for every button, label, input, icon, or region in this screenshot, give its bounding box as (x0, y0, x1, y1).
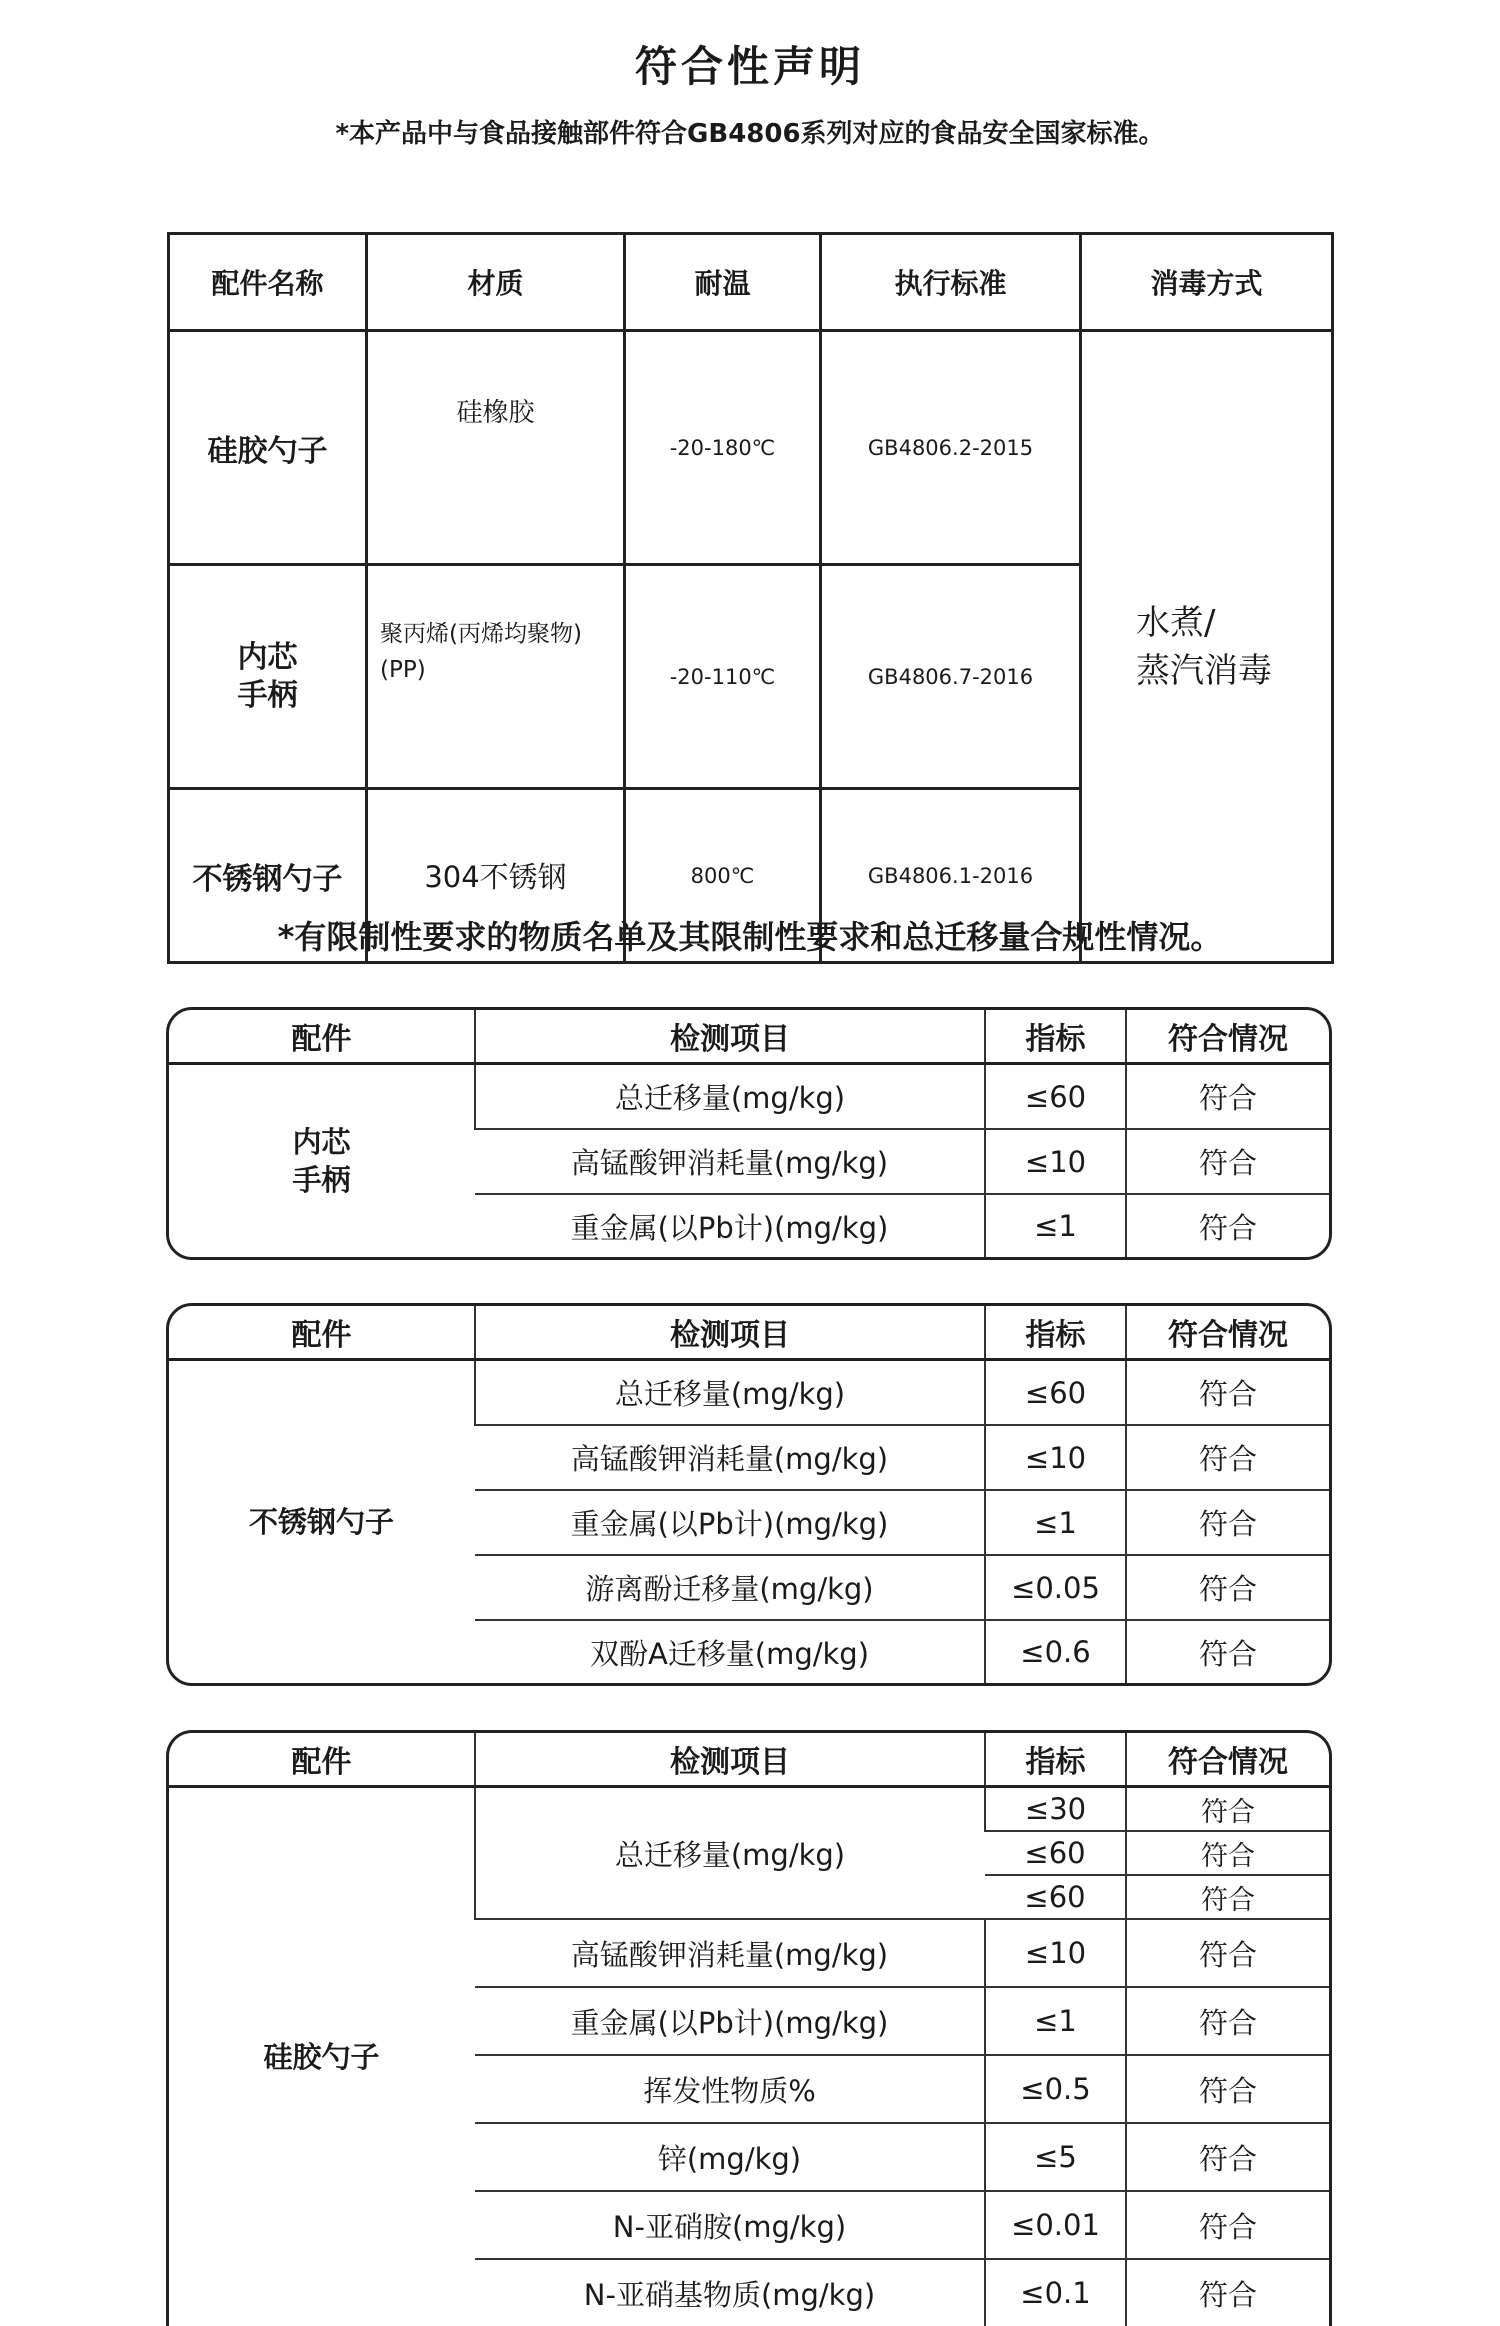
test-header-row (169, 1733, 1329, 1787)
test-header-row (169, 1306, 1329, 1360)
header-part: 配件 (169, 1306, 475, 1360)
test-item: 总迁移量(mg/kg) (475, 1360, 985, 1426)
part-name (169, 1064, 475, 1258)
limit-value: ≤0.1 (985, 2259, 1126, 2326)
test-item: 高锰酸钾消耗量(mg/kg) (475, 1425, 985, 1490)
header-part: 配件 (169, 1010, 475, 1064)
temperature: -20-180℃ (625, 331, 821, 565)
limit-value: ≤0.5 (985, 2055, 1126, 2123)
limit-value: ≤0.05 (985, 1555, 1126, 1620)
page-title: 符合性声明 (0, 34, 1500, 94)
limit-value: ≤10 (985, 1919, 1126, 1987)
material-line: 聚丙烯(丙烯均聚物) (380, 616, 623, 652)
part-name-line: 手柄 (170, 677, 365, 715)
result: 符合 (1126, 1490, 1329, 1555)
limit-value: ≤10 (985, 1425, 1126, 1490)
materials-header-row (169, 234, 1333, 331)
test-item: 高锰酸钾消耗量(mg/kg) (475, 1129, 985, 1194)
header-part: 配件 (169, 1733, 475, 1787)
part-name: 不锈钢勺子 (169, 789, 367, 963)
result: 符合 (1126, 1129, 1329, 1194)
standard: GB4806.2-2015 (821, 331, 1081, 565)
header-test-item: 检测项目 (475, 1733, 985, 1787)
header-standard: 执行标准 (821, 234, 1081, 331)
limit-value: ≤1 (985, 1490, 1126, 1555)
part-name: 硅胶勺子 (169, 331, 367, 565)
test-table-silicone-spoon (166, 1730, 1332, 2326)
limit-value: ≤60 (985, 1360, 1126, 1426)
limit-value: ≤0.01 (985, 2191, 1126, 2259)
header-result: 符合情况 (1126, 1733, 1329, 1787)
table-row (169, 1064, 1329, 1130)
disinfection-line: 蒸汽消毒 (1136, 647, 1331, 695)
test-item: 挥发性物质% (475, 2055, 985, 2123)
header-material: 材质 (367, 234, 625, 331)
restricted-substances-heading: *有限制性要求的物质名单及其限制性要求和总迁移量合规性情况。 (0, 912, 1500, 958)
material: 硅橡胶 (367, 331, 625, 565)
result: 符合 (1126, 1555, 1329, 1620)
limit-value: ≤1 (985, 1987, 1126, 2055)
table-row (169, 1787, 1329, 1832)
test-item: N-亚硝基物质(mg/kg) (475, 2259, 985, 2326)
temperature: 800℃ (625, 789, 821, 963)
result: 符合 (1126, 1425, 1329, 1490)
header-temperature: 耐温 (625, 234, 821, 331)
test-item: 重金属(以Pb计)(mg/kg) (475, 1490, 985, 1555)
table-row (169, 331, 1333, 565)
material (367, 565, 625, 789)
header-part-name: 配件名称 (169, 234, 367, 331)
result: 符合 (1126, 1620, 1329, 1683)
limit-value: ≤60 (985, 1875, 1126, 1919)
result: 符合 (1126, 1875, 1329, 1919)
test-table-steel-spoon (166, 1303, 1332, 1686)
result: 符合 (1126, 2055, 1329, 2123)
test-item: 重金属(以Pb计)(mg/kg) (475, 1194, 985, 1257)
standard: GB4806.1-2016 (821, 789, 1081, 963)
part-name: 硅胶勺子 (169, 1787, 475, 2326)
header-test-item: 检测项目 (475, 1306, 985, 1360)
part-name: 不锈钢勺子 (169, 1360, 475, 1684)
disinfection-line: 水煮/ (1136, 599, 1331, 647)
result: 符合 (1126, 1360, 1329, 1426)
result: 符合 (1126, 2191, 1329, 2259)
limit-value: ≤5 (985, 2123, 1126, 2191)
material-line: (PP) (380, 652, 623, 688)
limit-value: ≤1 (985, 1194, 1126, 1257)
part-name-line: 手柄 (169, 1161, 474, 1199)
result: 符合 (1126, 1919, 1329, 1987)
test-table-core-handle (166, 1007, 1332, 1260)
result: 符合 (1126, 1787, 1329, 1832)
result: 符合 (1126, 1831, 1329, 1875)
result: 符合 (1126, 2123, 1329, 2191)
limit-value: ≤60 (985, 1064, 1126, 1130)
part-name-line: 内芯 (170, 639, 365, 677)
test-item: 总迁移量(mg/kg) (475, 1064, 985, 1130)
test-item: 总迁移量(mg/kg) (475, 1787, 985, 1920)
part-name-line: 内芯 (169, 1123, 474, 1161)
part-name (169, 565, 367, 789)
limit-value: ≤30 (985, 1787, 1126, 1832)
header-limit: 指标 (985, 1733, 1126, 1787)
result: 符合 (1126, 1194, 1329, 1257)
test-item: 重金属(以Pb计)(mg/kg) (475, 1987, 985, 2055)
limit-value: ≤0.6 (985, 1620, 1126, 1683)
result: 符合 (1126, 1064, 1329, 1130)
standard: GB4806.7-2016 (821, 565, 1081, 789)
table-row (169, 1360, 1329, 1426)
result: 符合 (1126, 2259, 1329, 2326)
test-item: 游离酚迁移量(mg/kg) (475, 1555, 985, 1620)
limit-value: ≤10 (985, 1129, 1126, 1194)
header-limit: 指标 (985, 1010, 1126, 1064)
header-result: 符合情况 (1126, 1010, 1329, 1064)
material: 304不锈钢 (367, 789, 625, 963)
test-item: 高锰酸钾消耗量(mg/kg) (475, 1919, 985, 1987)
compliance-note: *本产品中与食品接触部件符合GB4806系列对应的食品安全国家标准。 (0, 113, 1500, 150)
header-test-item: 检测项目 (475, 1010, 985, 1064)
disinfection-method (1081, 331, 1333, 963)
temperature: -20-110℃ (625, 565, 821, 789)
header-result: 符合情况 (1126, 1306, 1329, 1360)
test-item: 锌(mg/kg) (475, 2123, 985, 2191)
test-header-row (169, 1010, 1329, 1064)
header-disinfection: 消毒方式 (1081, 234, 1333, 331)
test-item: 双酚A迁移量(mg/kg) (475, 1620, 985, 1683)
header-limit: 指标 (985, 1306, 1126, 1360)
limit-value: ≤60 (985, 1831, 1126, 1875)
result: 符合 (1126, 1987, 1329, 2055)
test-item: N-亚硝胺(mg/kg) (475, 2191, 985, 2259)
materials-table (167, 232, 1334, 964)
